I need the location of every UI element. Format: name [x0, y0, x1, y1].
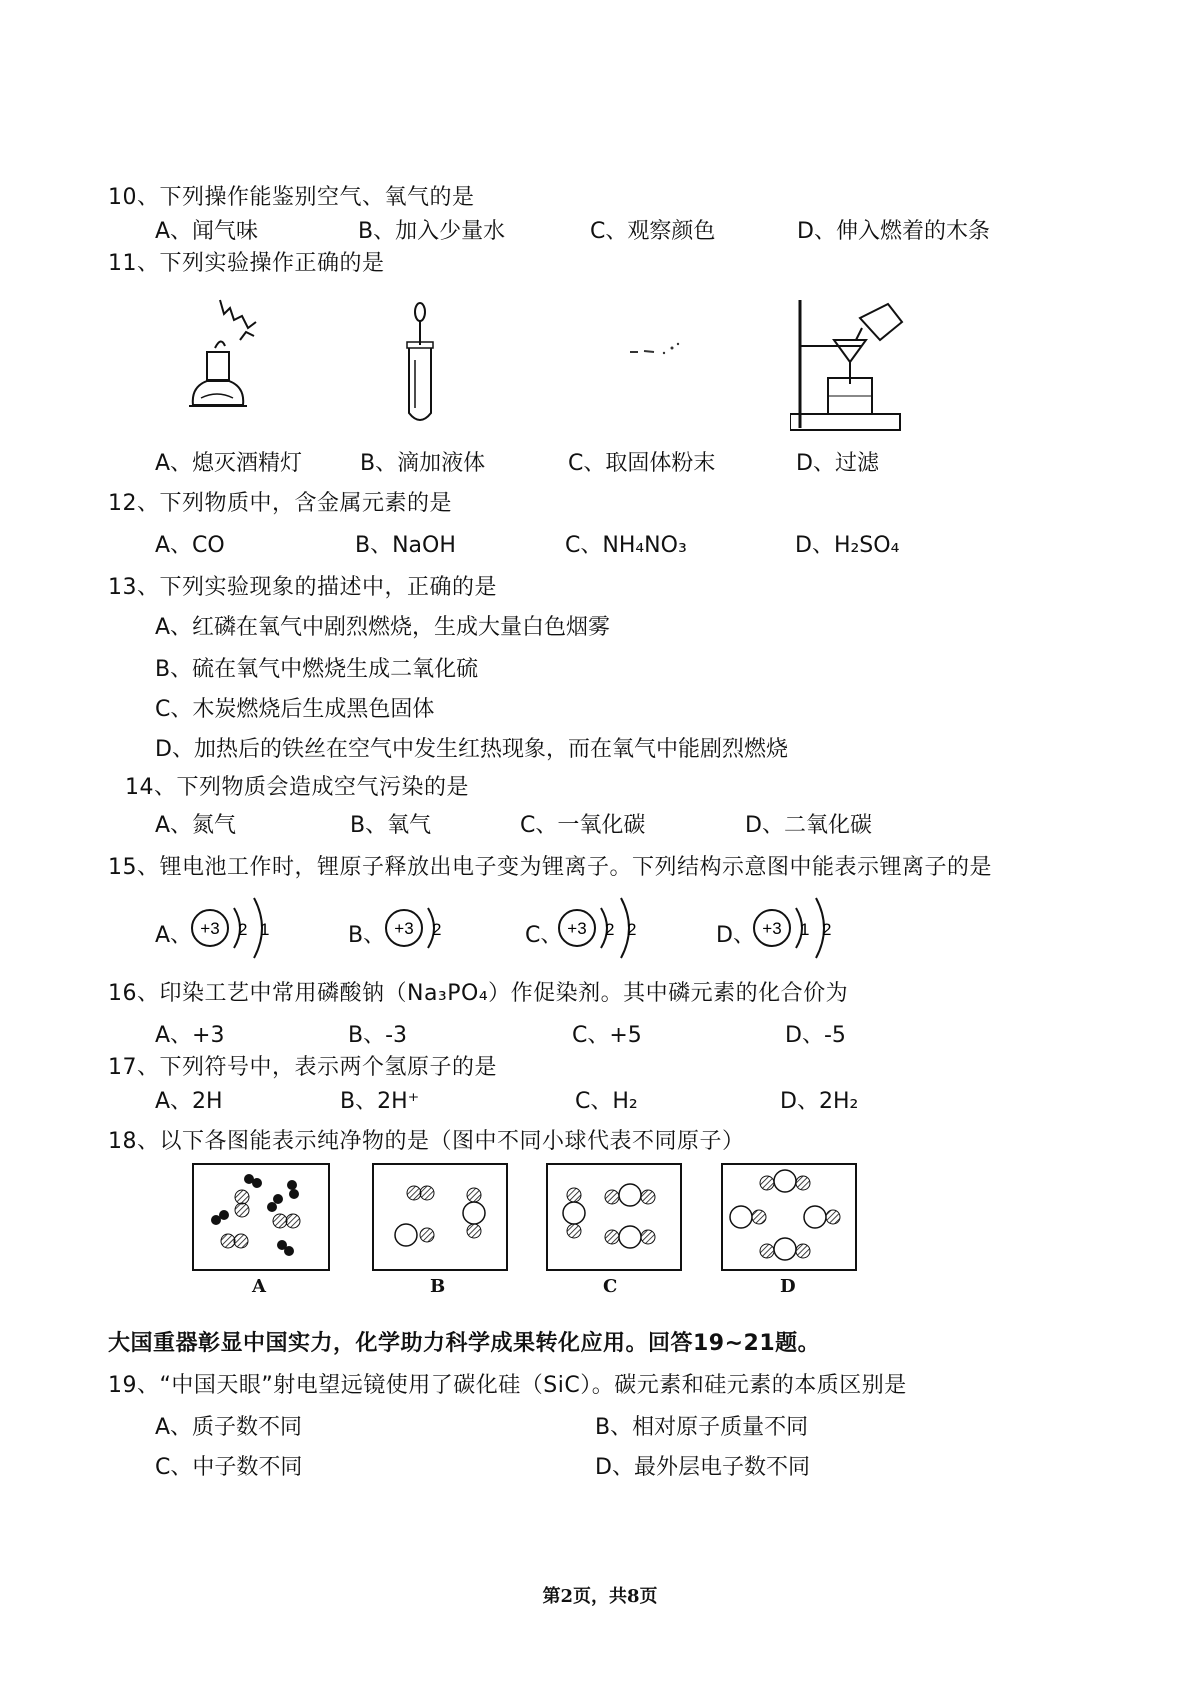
q17-option-d: D、2H₂	[780, 1089, 859, 1114]
nucleus-charge: +3	[200, 919, 220, 938]
q11-stem: 11、下列实验操作正确的是	[108, 251, 385, 276]
q12-option-b: B、NaOH	[355, 533, 456, 558]
section-intro: 大国重器彰显中国实力，化学助力科学成果转化应用。回答19~21题。	[108, 1331, 821, 1356]
shell-2-electrons: 2	[822, 920, 832, 939]
q16-option-d: D、-5	[785, 1023, 846, 1048]
q18-stem: 18、以下各图能表示纯净物的是（图中不同小球代表不同原子）	[108, 1129, 745, 1154]
q15-option-a: A、	[155, 923, 193, 948]
shell-1-electrons: 1	[800, 920, 810, 939]
box-label-d: D	[780, 1276, 796, 1297]
q14-option-c: C、一氧化碳	[520, 813, 646, 838]
shell-1-electrons: 2	[238, 920, 248, 939]
particle-box-c	[546, 1163, 682, 1271]
lithium-structure-c	[555, 888, 655, 968]
q12-stem: 12、下列物质中，含金属元素的是	[108, 491, 452, 516]
q13-stem: 13、下列实验现象的描述中，正确的是	[108, 575, 497, 600]
alcohol-lamp-figure	[185, 290, 285, 425]
q15-stem: 15、锂电池工作时，锂原子释放出电子变为锂离子。下列结构示意图中能表示锂离子的是	[108, 855, 992, 880]
particle-box-a	[192, 1163, 330, 1271]
shell-1-electrons: 2	[432, 920, 442, 939]
q15-option-d: D、	[716, 923, 755, 948]
q14-stem: 14、下列物质会造成空气污染的是	[125, 775, 469, 800]
mixture-particles-a	[194, 1165, 328, 1269]
q19-option-c: C、中子数不同	[155, 1455, 303, 1480]
q12-option-c: C、NH₄NO₃	[565, 533, 687, 558]
q13-option-d: D、加热后的铁丝在空气中发生红热现象，而在氧气中能剧烈燃烧	[155, 737, 788, 762]
nucleus-charge: +3	[762, 919, 782, 938]
q14-option-b: B、氧气	[350, 813, 432, 838]
q12-option-d: D、H₂SO₄	[795, 533, 900, 558]
q15-option-b: B、	[348, 923, 386, 948]
lithium-structure-b	[382, 888, 462, 968]
q13-option-c: C、木炭燃烧后生成黑色固体	[155, 697, 435, 722]
shell-1-electrons: 2	[605, 920, 615, 939]
filtration-figure	[790, 300, 905, 435]
mixture-particles-c	[548, 1165, 680, 1269]
q16-stem: 16、印染工艺中常用磷酸钠（Na₃PO₄）作促染剂。其中磷元素的化合价为	[108, 981, 849, 1006]
q10-option-a: A、闻气味	[155, 219, 259, 244]
q12-option-a: A、CO	[155, 533, 225, 558]
dropper-test-tube-figure	[395, 300, 445, 425]
page-number: 第2页，共8页	[542, 1586, 658, 1607]
q11-option-d: D、过滤	[796, 451, 879, 476]
q14-option-a: A、氮气	[155, 813, 237, 838]
q11-option-a: A、熄灭酒精灯	[155, 451, 303, 476]
q11-option-b: B、滴加液体	[360, 451, 486, 476]
q15-option-c: C、	[525, 923, 563, 948]
q10-option-d: D、伸入燃着的木条	[797, 219, 990, 244]
q16-option-a: A、+3	[155, 1023, 225, 1048]
shell-2-electrons: 1	[260, 920, 270, 939]
q17-option-b: B、2H⁺	[340, 1089, 420, 1114]
shell-2-electrons: 2	[627, 920, 637, 939]
powder-figure	[620, 340, 700, 360]
box-label-a: A	[252, 1276, 266, 1297]
lithium-structure-d	[750, 888, 850, 968]
q10-stem: 10、下列操作能鉴别空气、氧气的是	[108, 185, 475, 210]
q14-option-d: D、二氧化碳	[745, 813, 872, 838]
q19-option-b: B、相对原子质量不同	[595, 1415, 809, 1440]
q17-option-a: A、2H	[155, 1089, 223, 1114]
q19-option-d: D、最外层电子数不同	[595, 1455, 810, 1480]
q11-option-c: C、取固体粉末	[568, 451, 716, 476]
q16-option-c: C、+5	[572, 1023, 642, 1048]
q19-stem: 19、“中国天眼”射电望远镜使用了碳化硅（SiC）。碳元素和硅元素的本质区别是	[108, 1373, 907, 1398]
box-label-c: C	[603, 1276, 618, 1297]
q17-stem: 17、下列符号中，表示两个氢原子的是	[108, 1055, 497, 1080]
q13-option-b: B、硫在氧气中燃烧生成二氧化硫	[155, 657, 479, 682]
q17-option-c: C、H₂	[575, 1089, 638, 1114]
q13-option-a: A、红磷在氧气中剧烈燃烧，生成大量白色烟雾	[155, 615, 611, 640]
pure-particles-d	[723, 1165, 855, 1269]
nucleus-charge: +3	[394, 919, 414, 938]
q10-option-c: C、观察颜色	[590, 219, 716, 244]
particle-box-d	[721, 1163, 857, 1271]
mixture-particles-b	[374, 1165, 506, 1269]
q19-option-a: A、质子数不同	[155, 1415, 303, 1440]
box-label-b: B	[430, 1276, 446, 1297]
nucleus-charge: +3	[567, 919, 587, 938]
particle-box-b	[372, 1163, 508, 1271]
q10-option-b: B、加入少量水	[358, 219, 506, 244]
q16-option-b: B、-3	[348, 1023, 408, 1048]
lithium-structure-a	[188, 888, 288, 968]
